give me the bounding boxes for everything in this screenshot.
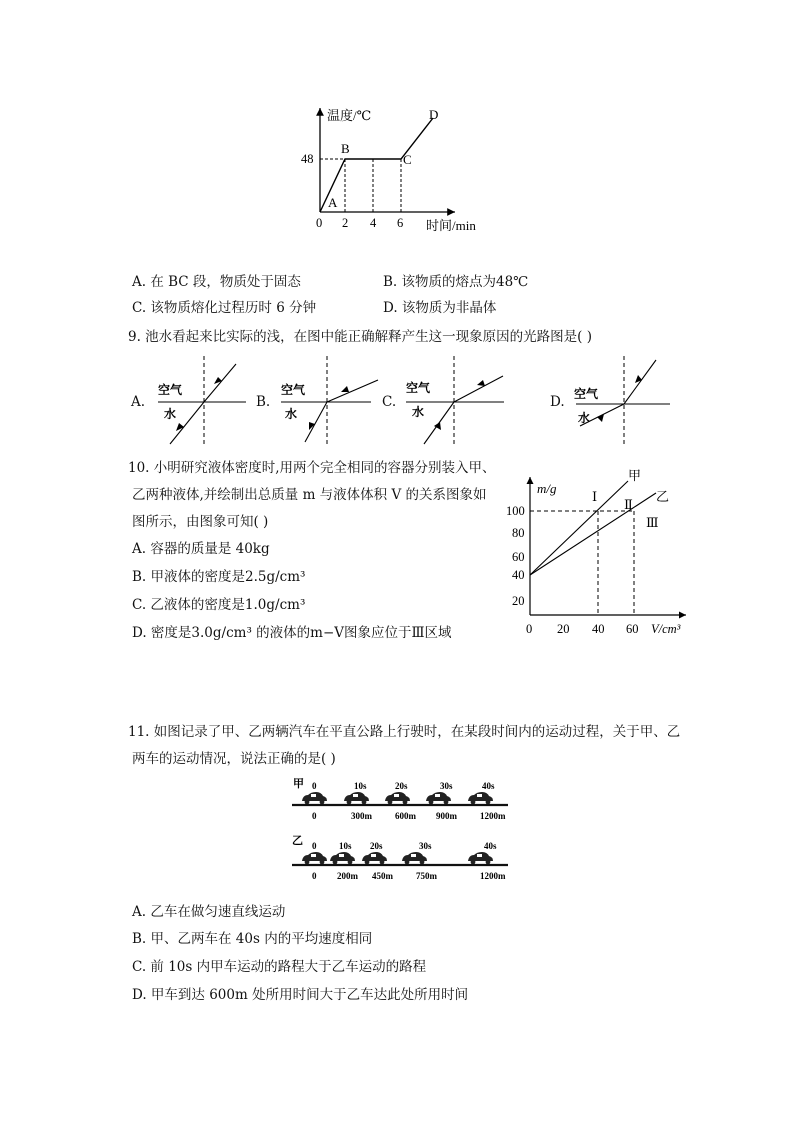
svg-text:0: 0 [526,622,533,636]
q9-diagram-a[interactable] [150,356,250,448]
q11-option-c[interactable]: C. 前 10s 内甲车运动的路程大于乙车运动的路程 [132,959,427,975]
label-air: 空气 [158,383,183,397]
q8-option-d[interactable]: D. 该物质为非晶体 [383,300,497,316]
q9-diagram-b[interactable] [275,356,385,448]
svg-text:450m: 450m [372,871,393,881]
svg-text:600m: 600m [395,811,416,821]
svg-text:空气: 空气 [574,387,599,401]
svg-text:20: 20 [512,594,525,608]
svg-text:10s: 10s [354,781,367,791]
x-tick-2: 2 [342,216,349,230]
region-2: Ⅱ [624,497,633,512]
q10-option-b[interactable]: B. 甲液体的密度是2.5g/cm³ [132,569,306,585]
label-water: 水 [164,407,177,421]
q8-option-a[interactable]: A. 在 BC 段，物质处于固态 [132,274,301,290]
label-yi: 乙 [656,490,670,505]
svg-text:200m: 200m [337,871,358,881]
q9-option-a-letter[interactable]: A. [131,394,146,410]
q10-option-c[interactable]: C. 乙液体的密度是1.0g/cm³ [132,597,306,613]
m-axis-label: m/g [537,481,557,496]
point-B: B [341,141,350,156]
svg-text:40s: 40s [482,781,495,791]
q10-stem-line3: 图所示，由图象可知( ) [132,514,269,530]
svg-text:40: 40 [512,568,525,582]
point-C: C [403,152,412,167]
y-axis-label: 温度/℃ [327,108,372,123]
car-yi-label: 乙 [292,834,303,847]
svg-text:10s: 10s [339,841,352,851]
point-A: A [328,195,338,210]
x-tick-0: 0 [316,216,323,230]
svg-text:900m: 900m [436,811,457,821]
q11-stem-line1: 11. 如图记录了甲、乙两辆汽车在平直公路上行驶时，在某段时间内的运动过程，关于甲、乙 [128,724,681,740]
v-axis-label: V/cm³ [651,622,681,636]
q10-option-a[interactable]: A. 容器的质量是 40kg [132,541,270,557]
svg-text:60: 60 [626,622,639,636]
cars-motion-diagram [288,776,513,884]
car-jia-label: 甲 [293,777,304,790]
svg-text:0: 0 [312,781,317,791]
svg-text:空气: 空气 [281,383,306,397]
svg-text:30s: 30s [419,841,432,851]
svg-text:40s: 40s [484,841,497,851]
q8-option-c[interactable]: C. 该物质熔化过程历时 6 分钟 [132,300,317,316]
q10-stem-line2: 乙两种液体,并绘制出总质量 m 与液体体积 V 的关系图象如 [132,487,487,503]
line-yi [530,493,656,575]
x-axis-label: 时间/min [426,218,476,233]
x-tick-6: 6 [397,216,404,230]
q11-option-a[interactable]: A. 乙车在做匀速直线运动 [132,904,286,920]
svg-text:750m: 750m [416,871,437,881]
label-jia: 甲 [628,469,642,484]
y-tick-48: 48 [301,152,314,166]
q11-option-b[interactable]: B. 甲、乙两车在 40s 内的平均速度相同 [132,931,373,947]
x-tick-4: 4 [370,216,377,230]
svg-text:0: 0 [312,871,317,881]
svg-text:空气: 空气 [406,381,431,395]
svg-text:20s: 20s [370,841,383,851]
svg-text:1200m: 1200m [480,871,506,881]
svg-text:0: 0 [312,811,317,821]
q10-option-d[interactable]: D. 密度是3.0g/cm³ 的液体的m−V图象应位于Ⅲ区域 [132,625,452,641]
q9-diagram-c[interactable] [400,356,510,448]
svg-text:1200m: 1200m [480,811,506,821]
mass-volume-graph [506,465,696,640]
svg-text:60: 60 [512,550,525,564]
svg-text:0: 0 [312,841,317,851]
q9-option-b-letter[interactable]: B. [256,394,271,410]
q9-option-c-letter[interactable]: C. [382,394,397,410]
q11-stem-line2: 两车的运动情况，说法正确的是( ) [132,751,336,767]
q9-diagram-d[interactable] [570,356,675,448]
svg-text:水: 水 [578,411,591,425]
melting-graph [295,100,495,235]
q11-option-d[interactable]: D. 甲车到达 600m 处所用时间大于乙车达此处所用时间 [132,987,469,1003]
svg-text:300m: 300m [351,811,372,821]
q10-stem-line1: 10. 小明研究液体密度时,用两个完全相同的容器分别装入甲、 [128,460,496,476]
region-1: Ⅰ [592,489,598,504]
region-3: Ⅲ [646,515,659,530]
svg-text:100: 100 [506,504,525,518]
svg-text:水: 水 [412,405,425,419]
q9-option-d-letter[interactable]: D. [550,394,565,410]
svg-text:20s: 20s [395,781,408,791]
q8-option-b[interactable]: B. 该物质的熔点为48℃ [383,274,529,290]
svg-text:80: 80 [512,526,525,540]
svg-text:30s: 30s [440,781,453,791]
q9-stem: 9. 池水看起来比实际的浅，在图中能正确解释产生这一现象原因的光路图是( ) [128,329,592,345]
svg-text:40: 40 [592,622,605,636]
svg-text:20: 20 [557,622,570,636]
svg-text:水: 水 [285,407,298,421]
point-D: D [429,107,439,122]
